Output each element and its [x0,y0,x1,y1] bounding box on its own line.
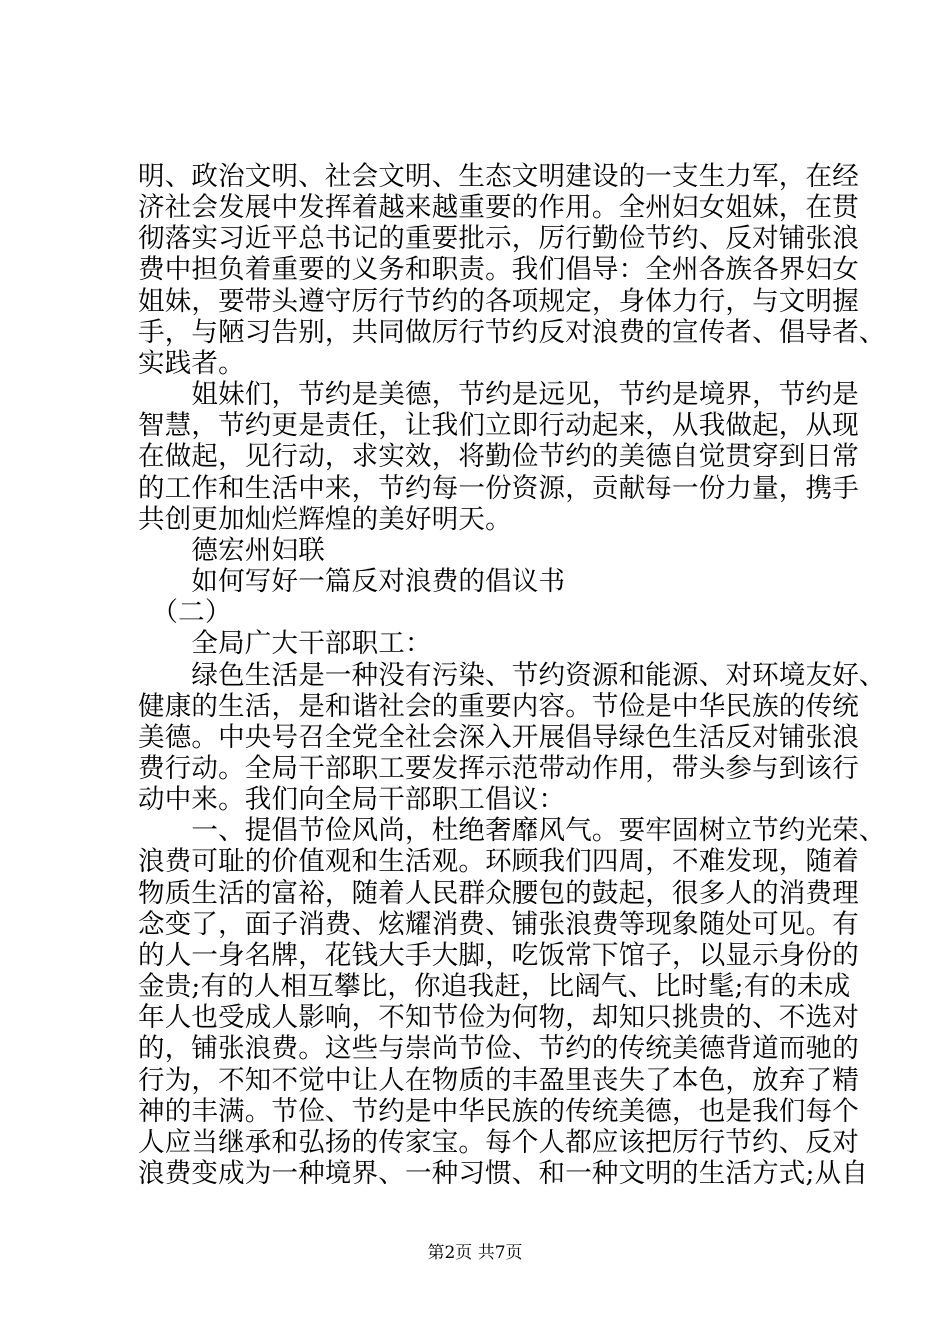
body-line: 浪费可耻的价值观和生活观。环顾我们四周，不难发现，随着 [138,846,859,877]
body-line: 手，与陋习告别，共同做厉行节约反对浪费的宣传者、倡导者、 [138,317,886,348]
body-line: 美德。中央号召全党全社会深入开展倡导绿色生活反对铺张浪 [138,722,859,753]
body-line: 年人也受成人影响，不知节俭为何物，却知只挑贵的、不选对 [138,1002,859,1033]
body-line: 智慧，节约更是责任，让我们立即行动起来，从我做起，从现 [138,410,859,441]
section-title: 如何写好一篇反对浪费的倡议书 [138,566,566,597]
body-line: 金贵;有的人相互攀比，你追我赶，比阔气、比时髦;有的未成 [138,971,851,1002]
body-line: 的，铺张浪费。这些与崇尚节俭、节约的传统美德背道而驰的 [138,1033,859,1064]
body-line: 彻落实习近平总书记的重要批示，厉行勤俭节约、反对铺张浪 [138,223,859,254]
body-line: 共创更加灿烂辉煌的美好明天。 [138,504,512,535]
body-line: 明、政治文明、社会文明、生态文明建设的一支生力军，在经 [138,161,859,192]
body-line: 济社会发展中发挥着越来越重要的作用。全州妇女姐妹，在贯 [138,192,859,223]
body-line: 物质生活的富裕，随着人民群众腰包的鼓起，很多人的消费理 [138,878,859,909]
body-line: 的人一身名牌，花钱大手大脚，吃饭常下馆子，以显示身份的 [138,940,859,971]
body-line: 的工作和生活中来，节约每一份资源，贡献每一份力量，携手 [138,473,859,504]
body-line: 行为，不知不觉中让人在物质的丰盈里丧失了本色，放弃了精 [138,1065,859,1096]
body-line: 念变了，面子消费、炫耀消费、铺张浪费等现象随处可见。有 [138,909,859,940]
section-number: （二） [138,597,232,628]
salutation: 全局广大干部职工： [138,628,432,659]
body-line: 浪费变成为一种境界、一种习惯、和一种文明的生活方式;从自 [138,1158,869,1189]
body-line: 人应当继承和弘扬的传家宝。每个人都应该把厉行节约、反对 [138,1127,859,1158]
page-footer: 第2页 共7页 [427,1243,523,1263]
body-line: 健康的生活，是和谐社会的重要内容。节俭是中华民族的传统 [138,691,859,722]
body-line: 一、提倡节俭风尚，杜绝奢靡风气。要牢固树立节约光荣、 [138,815,886,846]
body-line: 神的丰满。节俭、节约是中华民族的传统美德，也是我们每个 [138,1096,859,1127]
body-line: 动中来。我们向全局干部职工倡议： [138,784,566,815]
body-line: 费中担负着重要的义务和职责。我们倡导：全州各族各界妇女 [138,254,859,285]
body-line: 实践者。 [138,348,245,379]
body-line: 绿色生活是一种没有污染、节约资源和能源、对环境友好、 [138,660,886,691]
body-line: 姐妹们，节约是美德，节约是远见，节约是境界，节约是 [138,379,859,410]
body-line: 费行动。全局干部职工要发挥示范带动作用，带头参与到该行 [138,753,859,784]
body-line: 在做起，见行动，求实效，将勤俭节约的美德自觉贯穿到日常 [138,441,859,472]
body-line: 姐妹，要带头遵守厉行节约的各项规定，身体力行，与文明握 [138,286,859,317]
signature-line: 德宏州妇联 [138,535,325,566]
